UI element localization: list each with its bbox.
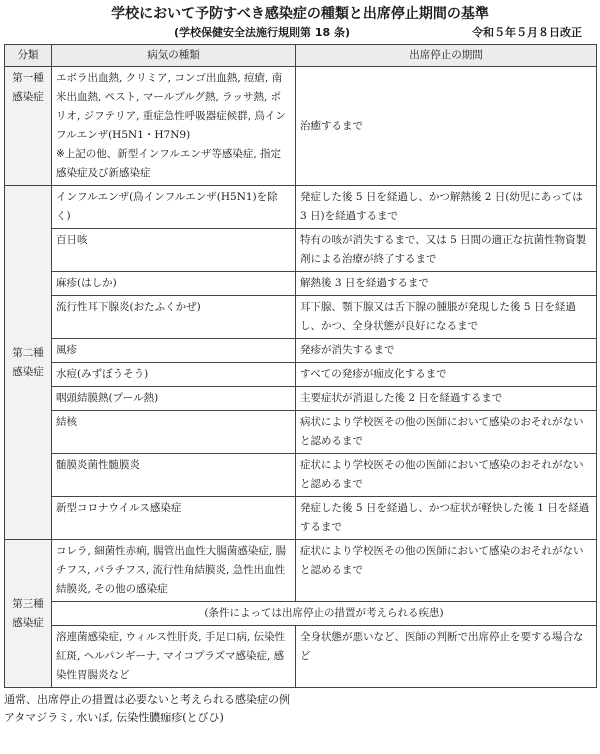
disease-cell: 咽頭結膜熱(プール熱) [52, 387, 296, 411]
subtitle-line [4, 24, 596, 42]
disease-cell: 百日咳 [52, 229, 296, 272]
category-1-diseases: エボラ出血熱, クリミア, コンゴ出血熱, 痘瘡, 南米出血熱, ペスト, マールブルグ熱, ラッサ熱, ポリオ, ジフテリア, 重症急性呼吸器症候群, 鳥インフルエンザ(H5N1・H7N9) ※上記の他、新型インフルエンザ等感染症, 指定感染症及び新感染症 [52, 67, 296, 186]
revision-date: 令和５年５月８日改正 [472, 26, 582, 39]
table-row [5, 67, 597, 186]
category-2-label: 第二種 感染症 [5, 186, 52, 540]
table-row [5, 454, 597, 497]
table-row [5, 186, 597, 229]
page-title: 学校において予防すべき感染症の種類と出席停止期間の基準 [111, 6, 489, 22]
period-cell: すべての発疹が痂皮化するまで [296, 363, 597, 387]
period-cell: 特有の咳が消失するまで、又は 5 日間の適正な抗菌性物資製剤による治療が終了するまで [296, 229, 597, 272]
footer-notes [4, 691, 596, 727]
header-period: 出席停止の期間 [296, 45, 597, 67]
footer-line-2: アタマジラミ, 水いぼ, 伝染性膿痂疹(とびひ) [4, 711, 224, 724]
period-cell: 解熱後 3 日を経過するまで [296, 272, 597, 296]
table-row [5, 602, 597, 626]
period-cell: 症状により学校医その他の医師において感染のおそれがないと認めるまで [296, 540, 597, 602]
period-cell: 全身状態が悪いなど、医師の判断で出席停止を要する場合など [296, 626, 597, 688]
table-row [5, 540, 597, 602]
period-cell: 発疹が消失するまで [296, 339, 597, 363]
category-3-note: (条件によっては出席停止の措置が考えられる疾患) [52, 602, 597, 626]
infection-table [4, 44, 597, 688]
category-1-period: 治癒するまで [296, 67, 597, 186]
period-cell: 病状により学校医その他の医師において感染のおそれがないと認めるまで [296, 411, 597, 454]
header-disease: 病気の種類 [52, 45, 296, 67]
period-cell: 主要症状が消退した後 2 日を経過するまで [296, 387, 597, 411]
table-row [5, 387, 597, 411]
disease-cell: 水痘(みずぼうそう) [52, 363, 296, 387]
disease-cell: 結核 [52, 411, 296, 454]
table-row [5, 272, 597, 296]
period-cell: 発症した後 5 日を経過し、かつ解熱後 2 日(幼児にあっては 3 日)を経過するまで [296, 186, 597, 229]
table-header-row [5, 45, 597, 67]
disease-cell: 麻疹(はしか) [52, 272, 296, 296]
table-row [5, 626, 597, 688]
subtitle: (学校保健安全法施行規則第 18 条) [174, 26, 351, 39]
period-cell: 耳下腺、顎下腺又は舌下腺の腫脹が発現した後 5 日を経過し、かつ、全身状態が良好になるまで [296, 296, 597, 339]
category-1-label: 第一種 感染症 [5, 67, 52, 186]
table-row [5, 296, 597, 339]
disease-cell: 新型コロナウイルス感染症 [52, 497, 296, 540]
table-row [5, 497, 597, 540]
disease-cell: コレラ, 細菌性赤痢, 腸管出血性大腸菌感染症, 腸チフス, パラチフス, 流行性角結膜炎, 急性出血性結膜炎, その他の感染症 [52, 540, 296, 602]
table-row [5, 363, 597, 387]
period-cell: 症状により学校医その他の医師において感染のおそれがないと認めるまで [296, 454, 597, 497]
table-row [5, 411, 597, 454]
disease-cell: 風疹 [52, 339, 296, 363]
disease-cell: 髄膜炎菌性髄膜炎 [52, 454, 296, 497]
table-row [5, 339, 597, 363]
header-category: 分類 [5, 45, 52, 67]
disease-cell: 流行性耳下腺炎(おたふくかぜ) [52, 296, 296, 339]
footer-line-1: 通常、出席停止の措置は必要ないと考えられる感染症の例 [4, 693, 290, 706]
table-row [5, 229, 597, 272]
disease-cell: インフルエンザ(鳥インフルエンザ(H5N1)を除く) [52, 186, 296, 229]
category-3-label: 第三種 感染症 [5, 540, 52, 688]
period-cell: 発症した後 5 日を経過し、かつ症状が軽快した後 1 日を経過するまで [296, 497, 597, 540]
disease-cell: 溶連菌感染症, ウィルス性肝炎, 手足口病, 伝染性紅斑, ヘルパンギーナ, マイコプラズマ感染症, 感染性胃腸炎など [52, 626, 296, 688]
